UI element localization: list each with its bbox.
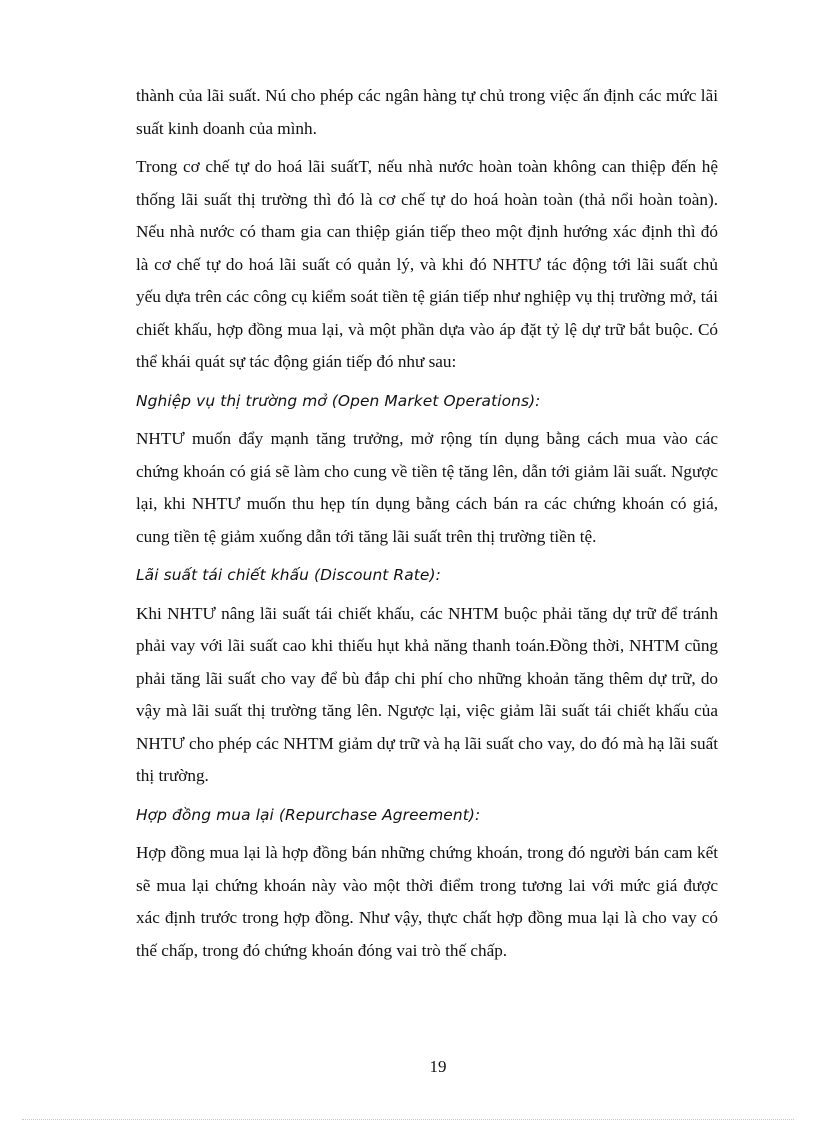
text-line: việc giảm lãi suất tái chiết khấu của NHTƯ cho phép các NHTM giảm dự: [136, 701, 719, 753]
text-line: NHTƯ muốn đẩy mạnh tăng trưởng, mở rộng tín dụng bằng cách mua vào: [136, 429, 688, 448]
text-line: Khi NHTƯ nâng lãi suất tái chiết khấu, các NHTM buộc phải tăng dự trữ: [136, 603, 656, 623]
text-line: trường tiền tệ.: [499, 526, 597, 546]
text-line: một phần dựa vào áp đặt tỷ lệ dự trữ bắt buộc. Có thể khái quát sự tác động: [136, 319, 719, 371]
text-line: thời, NHTM cũng phải tăng lãi suất cho vay để bù đắp chi phí cho những: [136, 636, 719, 688]
text-line: các mức lãi suất kinh doanh của mình.: [136, 86, 718, 138]
text-line: thành của lãi suất. Nú cho phép các ngân hàng tự chủ trong việc ấn định: [136, 86, 635, 105]
section-heading: Lãi suất tái chiết khấu (Discount Rate):: [136, 566, 441, 584]
text-line: gián tiếp như nghiệp vụ thị trường mở, tái chiết khấu, hợp đồng mua lại, và: [136, 287, 718, 339]
text-line: NHTƯ tác động tới lãi suất chủ yếu dựa trên các công cụ kiểm soát tiền tệ: [136, 254, 718, 306]
text-line: Hợp đồng mua lại là hợp đồng bán những chứng khoán, trong đó người bán: [136, 843, 660, 862]
footer-divider: [22, 1119, 794, 1120]
text-line: Trong cơ chế tự do hoá lãi suấtT, nếu nhà nước hoàn toàn không can thiệp: [136, 157, 666, 176]
text-line: trữ và hạ lãi suất cho vay, do đó mà hạ lãi suất thị trường.: [136, 733, 718, 785]
section-heading: Nghiệp vụ thị trường mở (Open Market Operations):: [136, 391, 541, 410]
paragraph: [136, 423, 718, 553]
paragraph: [136, 80, 718, 145]
text-line: cam kết sẽ mua lại chứng khoán này vào một thời điểm trong tương lai với: [136, 843, 719, 895]
text-line: mua lại là cho vay có thế chấp, trong đó chứng khoán đóng vai trò thế chấp.: [136, 908, 719, 960]
text-line: khoản tăng thêm dự trữ, do vậy mà lãi suất thị trường tăng lên. Ngược lại,: [136, 668, 719, 720]
page-number: 19: [429, 1057, 447, 1076]
section-heading: Hợp đồng mua lại (Repurchase Agreement):: [136, 805, 481, 824]
text-line: chứng khoán có giá, cung tiền tệ giảm xuống dẫn tới tăng lãi suất trên thị: [136, 494, 718, 546]
paragraph: [136, 837, 718, 967]
paragraph: [136, 151, 718, 379]
text-line: các chứng khoán có giá sẽ làm cho cung về tiền tệ tăng lên, dẫn tới giảm lãi: [136, 429, 718, 481]
text-line: suất. Ngược lại, khi NHTƯ muốn thu hẹp tín dụng bằng cách bán ra các: [136, 461, 718, 513]
page-body: [136, 80, 718, 973]
text-line: gián tiếp đó như sau:: [312, 352, 457, 371]
text-line: mức giá được xác định trước trong hợp đồng. Như vậy, thực chất hợp đồng: [136, 875, 718, 927]
paragraph: [136, 598, 718, 793]
text-line: nổi hoàn toàn). Nếu nhà nước có tham gia can thiệp gián tiếp theo một định: [136, 189, 718, 241]
text-line: để tránh phải vay với lãi suất cao khi thiếu hụt khả năng thanh toán.Đồng: [136, 603, 718, 655]
text-line: đến hệ thống lãi suất thị trường thì đó là cơ chế tự do hoá hoàn toàn (thả: [136, 157, 718, 209]
text-line: hướng xác định thì đó là cơ chế tự do hoá lãi suất có quản lý, và khi đó: [136, 222, 718, 274]
